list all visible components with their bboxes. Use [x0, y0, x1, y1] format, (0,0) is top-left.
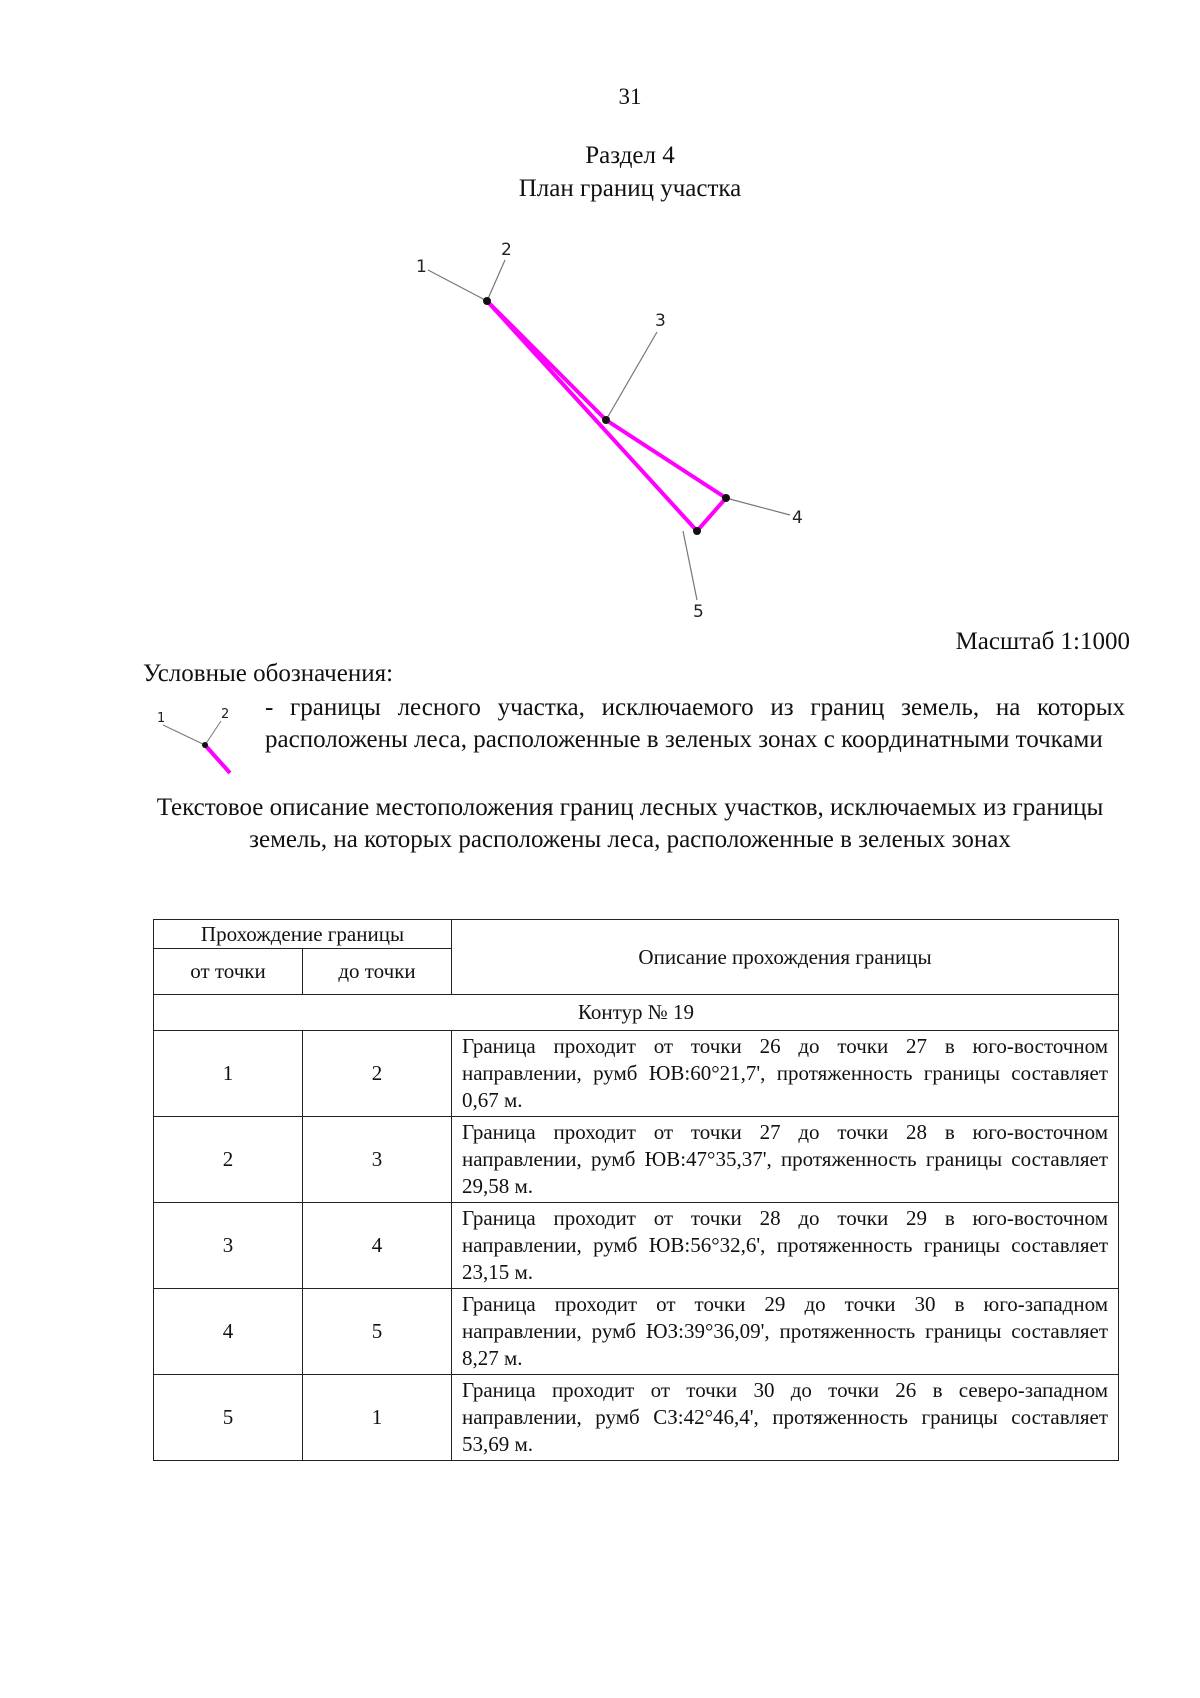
point-label-5: 5 [693, 602, 704, 622]
legend-label-1: 1 [157, 711, 166, 726]
to-point-cell: 5 [303, 1289, 452, 1375]
boundary-point-5 [693, 527, 701, 535]
legend-leader-2 [205, 721, 221, 745]
legend-point [202, 742, 208, 748]
boundary-point-1 [483, 297, 491, 305]
from-point-cell: 1 [154, 1031, 303, 1117]
boundary-point-4 [722, 494, 730, 502]
table-row [154, 1117, 1119, 1203]
leader-line-5 [683, 531, 697, 600]
to-point-cell: 4 [303, 1203, 452, 1289]
table-row [154, 1375, 1119, 1461]
leader-line-4 [726, 498, 790, 515]
legend-heading: Условные обозначения: [143, 660, 394, 687]
point-label-2: 2 [501, 240, 512, 260]
scale-label: Масштаб 1:1000 [955, 628, 1130, 655]
from-point-cell: 2 [154, 1117, 303, 1203]
section-title: Раздел 4 [585, 142, 675, 169]
leader-line-3 [606, 332, 657, 420]
point-label-3: 3 [655, 311, 666, 331]
description-cell: Граница проходит от точки 28 до точки 29 в юго-восточном направлении, румб ЮВ:56°32,6', протяженность границы составляет 23,15 м. [452, 1203, 1119, 1289]
from-point-cell: 4 [154, 1289, 303, 1375]
description-cell: Граница проходит от точки 26 до точки 27 в юго-восточном направлении, румб ЮВ:60°21,7', протяженность границы составляет 0,67 м. [452, 1031, 1119, 1117]
boundary-plan [400, 230, 840, 650]
legend-description: - границы лесного участка, исключаемого из границ земель, на которых расположены леса, расположенные в зеленых зонах с координатными точками [265, 694, 1125, 753]
description-cell: Граница проходит от точки 27 до точки 28 в юго-восточном направлении, румб ЮВ:47°35,37', протяженность границы составляет 29,58 м. [452, 1117, 1119, 1203]
header-from-point: от точки [154, 949, 303, 995]
boundary-table [153, 919, 1119, 1461]
table-row [154, 1031, 1119, 1117]
page-number: 31 [618, 84, 642, 109]
legend-label-2: 2 [221, 707, 230, 722]
from-point-cell: 3 [154, 1203, 303, 1289]
point-label-1: 1 [416, 257, 427, 277]
legend-leader-1 [163, 725, 205, 745]
from-point-cell: 5 [154, 1375, 303, 1461]
plan-title: План границ участка [518, 175, 742, 202]
legend-symbol-icon [155, 705, 245, 775]
point-label-4: 4 [792, 508, 803, 528]
to-point-cell: 2 [303, 1031, 452, 1117]
header-description: Описание прохождения границы [452, 920, 1119, 995]
table-row [154, 1289, 1119, 1375]
header-to-point: до точки [303, 949, 452, 995]
legend-boundary-line [205, 745, 230, 773]
contour-label: Контур № 19 [154, 995, 1119, 1031]
leader-line-1 [428, 270, 487, 301]
to-point-cell: 1 [303, 1375, 452, 1461]
header-group: Прохождение границы [154, 920, 452, 949]
to-point-cell: 3 [303, 1117, 452, 1203]
leader-line-2 [487, 260, 505, 301]
description-title: Текстовое описание местоположения границ лесных участков, исключаемых из границы земель, на которых расположены леса, расположенные в зеленых зонах [156, 794, 1104, 853]
table-row [154, 1203, 1119, 1289]
description-cell: Граница проходит от точки 30 до точки 26 в северо-западном направлении, румб СЗ:42°46,4', протяженность границы составляет 53,69 м. [452, 1375, 1119, 1461]
description-cell: Граница проходит от точки 29 до точки 30 в юго-западном направлении, румб ЮЗ:39°36,09', протяженность границы составляет 8,27 м. [452, 1289, 1119, 1375]
boundary-polygon [487, 301, 726, 531]
boundary-point-3 [602, 416, 610, 424]
